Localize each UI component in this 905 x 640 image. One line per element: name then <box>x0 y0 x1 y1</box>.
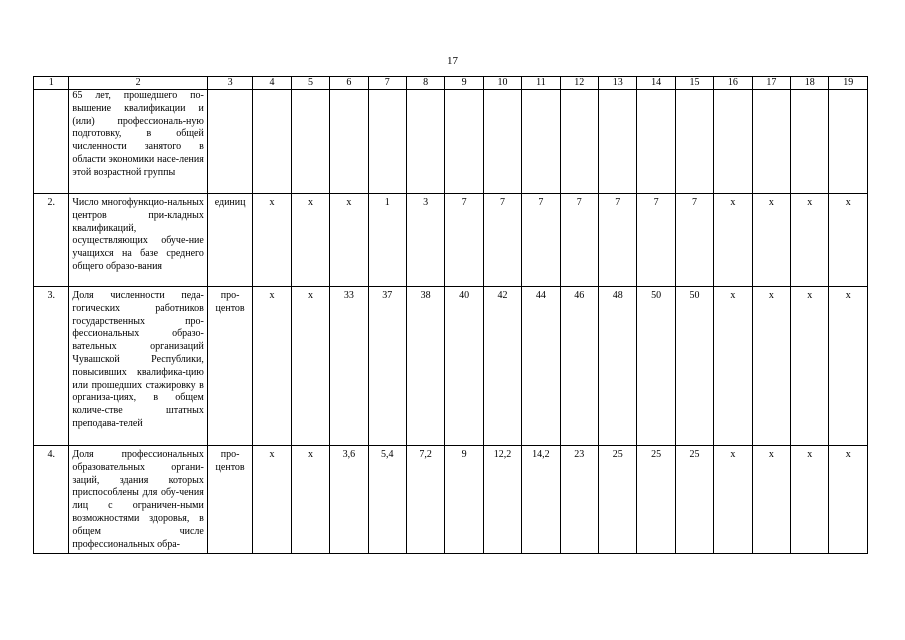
value-cell: 12,2 <box>483 446 521 554</box>
value-cell: 44 <box>522 287 560 446</box>
column-header: 2 <box>69 77 207 90</box>
value-cell: 37 <box>368 287 406 446</box>
value-cell: x <box>714 287 752 446</box>
value-cell <box>714 90 752 194</box>
column-header: 8 <box>406 77 444 90</box>
value-cell: 50 <box>675 287 713 446</box>
value-cell: x <box>714 446 752 554</box>
value-cell <box>253 90 291 194</box>
column-header: 10 <box>483 77 521 90</box>
unit-of-measure: про-центов <box>207 446 252 554</box>
value-cell: x <box>752 446 790 554</box>
value-cell <box>368 90 406 194</box>
unit-of-measure: про-центов <box>207 287 252 446</box>
unit-of-measure: единиц <box>207 194 252 287</box>
column-header: 7 <box>368 77 406 90</box>
value-cell: 7,2 <box>406 446 444 554</box>
value-cell: 25 <box>599 446 637 554</box>
value-cell <box>637 90 675 194</box>
table-row <box>34 287 868 446</box>
value-cell: x <box>253 287 291 446</box>
value-cell: 7 <box>483 194 521 287</box>
value-cell: 9 <box>445 446 483 554</box>
value-cell <box>330 90 368 194</box>
value-cell: 42 <box>483 287 521 446</box>
indicator-name: 65 лет, прошедшего по-вышение квалификации и (или) профессиональ-ную подготовку, в общей численности занятого в области экономики насе-ления этой возрастной группы <box>69 90 207 194</box>
value-cell: 38 <box>406 287 444 446</box>
value-cell <box>291 90 329 194</box>
value-cell: x <box>253 194 291 287</box>
value-cell: 23 <box>560 446 598 554</box>
indicator-name: Доля численности педа-гогических работников государственных про-фессиональных образо-вательных организаций Чувашской Республики, повысивших квалифика-цию или прошедших стажировку в организа-циях, в общем количе-стве штатных преподава-телей <box>69 287 207 446</box>
value-cell: x <box>752 194 790 287</box>
value-cell: x <box>791 194 829 287</box>
value-cell: x <box>714 194 752 287</box>
value-cell: x <box>291 194 329 287</box>
column-header: 3 <box>207 77 252 90</box>
value-cell <box>675 90 713 194</box>
value-cell: x <box>829 446 868 554</box>
value-cell: 5,4 <box>368 446 406 554</box>
value-cell <box>483 90 521 194</box>
value-cell: 50 <box>637 287 675 446</box>
value-cell: 14,2 <box>522 446 560 554</box>
column-header: 18 <box>791 77 829 90</box>
value-cell <box>445 90 483 194</box>
column-header: 1 <box>34 77 69 90</box>
value-cell <box>560 90 598 194</box>
value-cell: x <box>791 446 829 554</box>
table-row <box>34 194 868 287</box>
column-header: 15 <box>675 77 713 90</box>
value-cell: x <box>829 287 868 446</box>
value-cell: 7 <box>445 194 483 287</box>
indicator-name: Число многофункцио-нальных центров при-кладных квалификаций, осуществляющих обуче-ние учащихся на базе среднего общего образо-вания <box>69 194 207 287</box>
column-header: 14 <box>637 77 675 90</box>
column-header: 9 <box>445 77 483 90</box>
value-cell: 7 <box>522 194 560 287</box>
value-cell: 40 <box>445 287 483 446</box>
value-cell <box>522 90 560 194</box>
column-header: 4 <box>253 77 291 90</box>
column-header: 12 <box>560 77 598 90</box>
value-cell: 25 <box>675 446 713 554</box>
column-header: 5 <box>291 77 329 90</box>
value-cell <box>599 90 637 194</box>
value-cell: 33 <box>330 287 368 446</box>
value-cell: 7 <box>560 194 598 287</box>
page-number: 17 <box>447 55 458 67</box>
table-row <box>34 90 868 194</box>
value-cell: x <box>330 194 368 287</box>
unit-of-measure <box>207 90 252 194</box>
value-cell <box>406 90 444 194</box>
value-cell: 7 <box>599 194 637 287</box>
value-cell: 1 <box>368 194 406 287</box>
table-row <box>34 446 868 554</box>
table-header-row <box>34 77 868 90</box>
indicator-name: Доля профессиональных образовательных органи-заций, здания которых приспособлены для обу-чения лиц с ограничен-ными возможностями здоровья, в общем числе профессиональных обра- <box>69 446 207 554</box>
value-cell: 46 <box>560 287 598 446</box>
value-cell: x <box>253 446 291 554</box>
indicators-table <box>33 76 868 554</box>
value-cell: 48 <box>599 287 637 446</box>
row-number: 2. <box>34 194 69 287</box>
row-number: 4. <box>34 446 69 554</box>
value-cell: 25 <box>637 446 675 554</box>
value-cell: 3,6 <box>330 446 368 554</box>
value-cell: 3 <box>406 194 444 287</box>
column-header: 13 <box>599 77 637 90</box>
column-header: 17 <box>752 77 790 90</box>
value-cell <box>829 90 868 194</box>
value-cell <box>791 90 829 194</box>
row-number: 3. <box>34 287 69 446</box>
value-cell: x <box>829 194 868 287</box>
value-cell: x <box>291 446 329 554</box>
value-cell: x <box>752 287 790 446</box>
value-cell: x <box>291 287 329 446</box>
value-cell: x <box>791 287 829 446</box>
column-header: 11 <box>522 77 560 90</box>
column-header: 16 <box>714 77 752 90</box>
column-header: 6 <box>330 77 368 90</box>
column-header: 19 <box>829 77 868 90</box>
value-cell: 7 <box>637 194 675 287</box>
row-number <box>34 90 69 194</box>
value-cell: 7 <box>675 194 713 287</box>
value-cell <box>752 90 790 194</box>
